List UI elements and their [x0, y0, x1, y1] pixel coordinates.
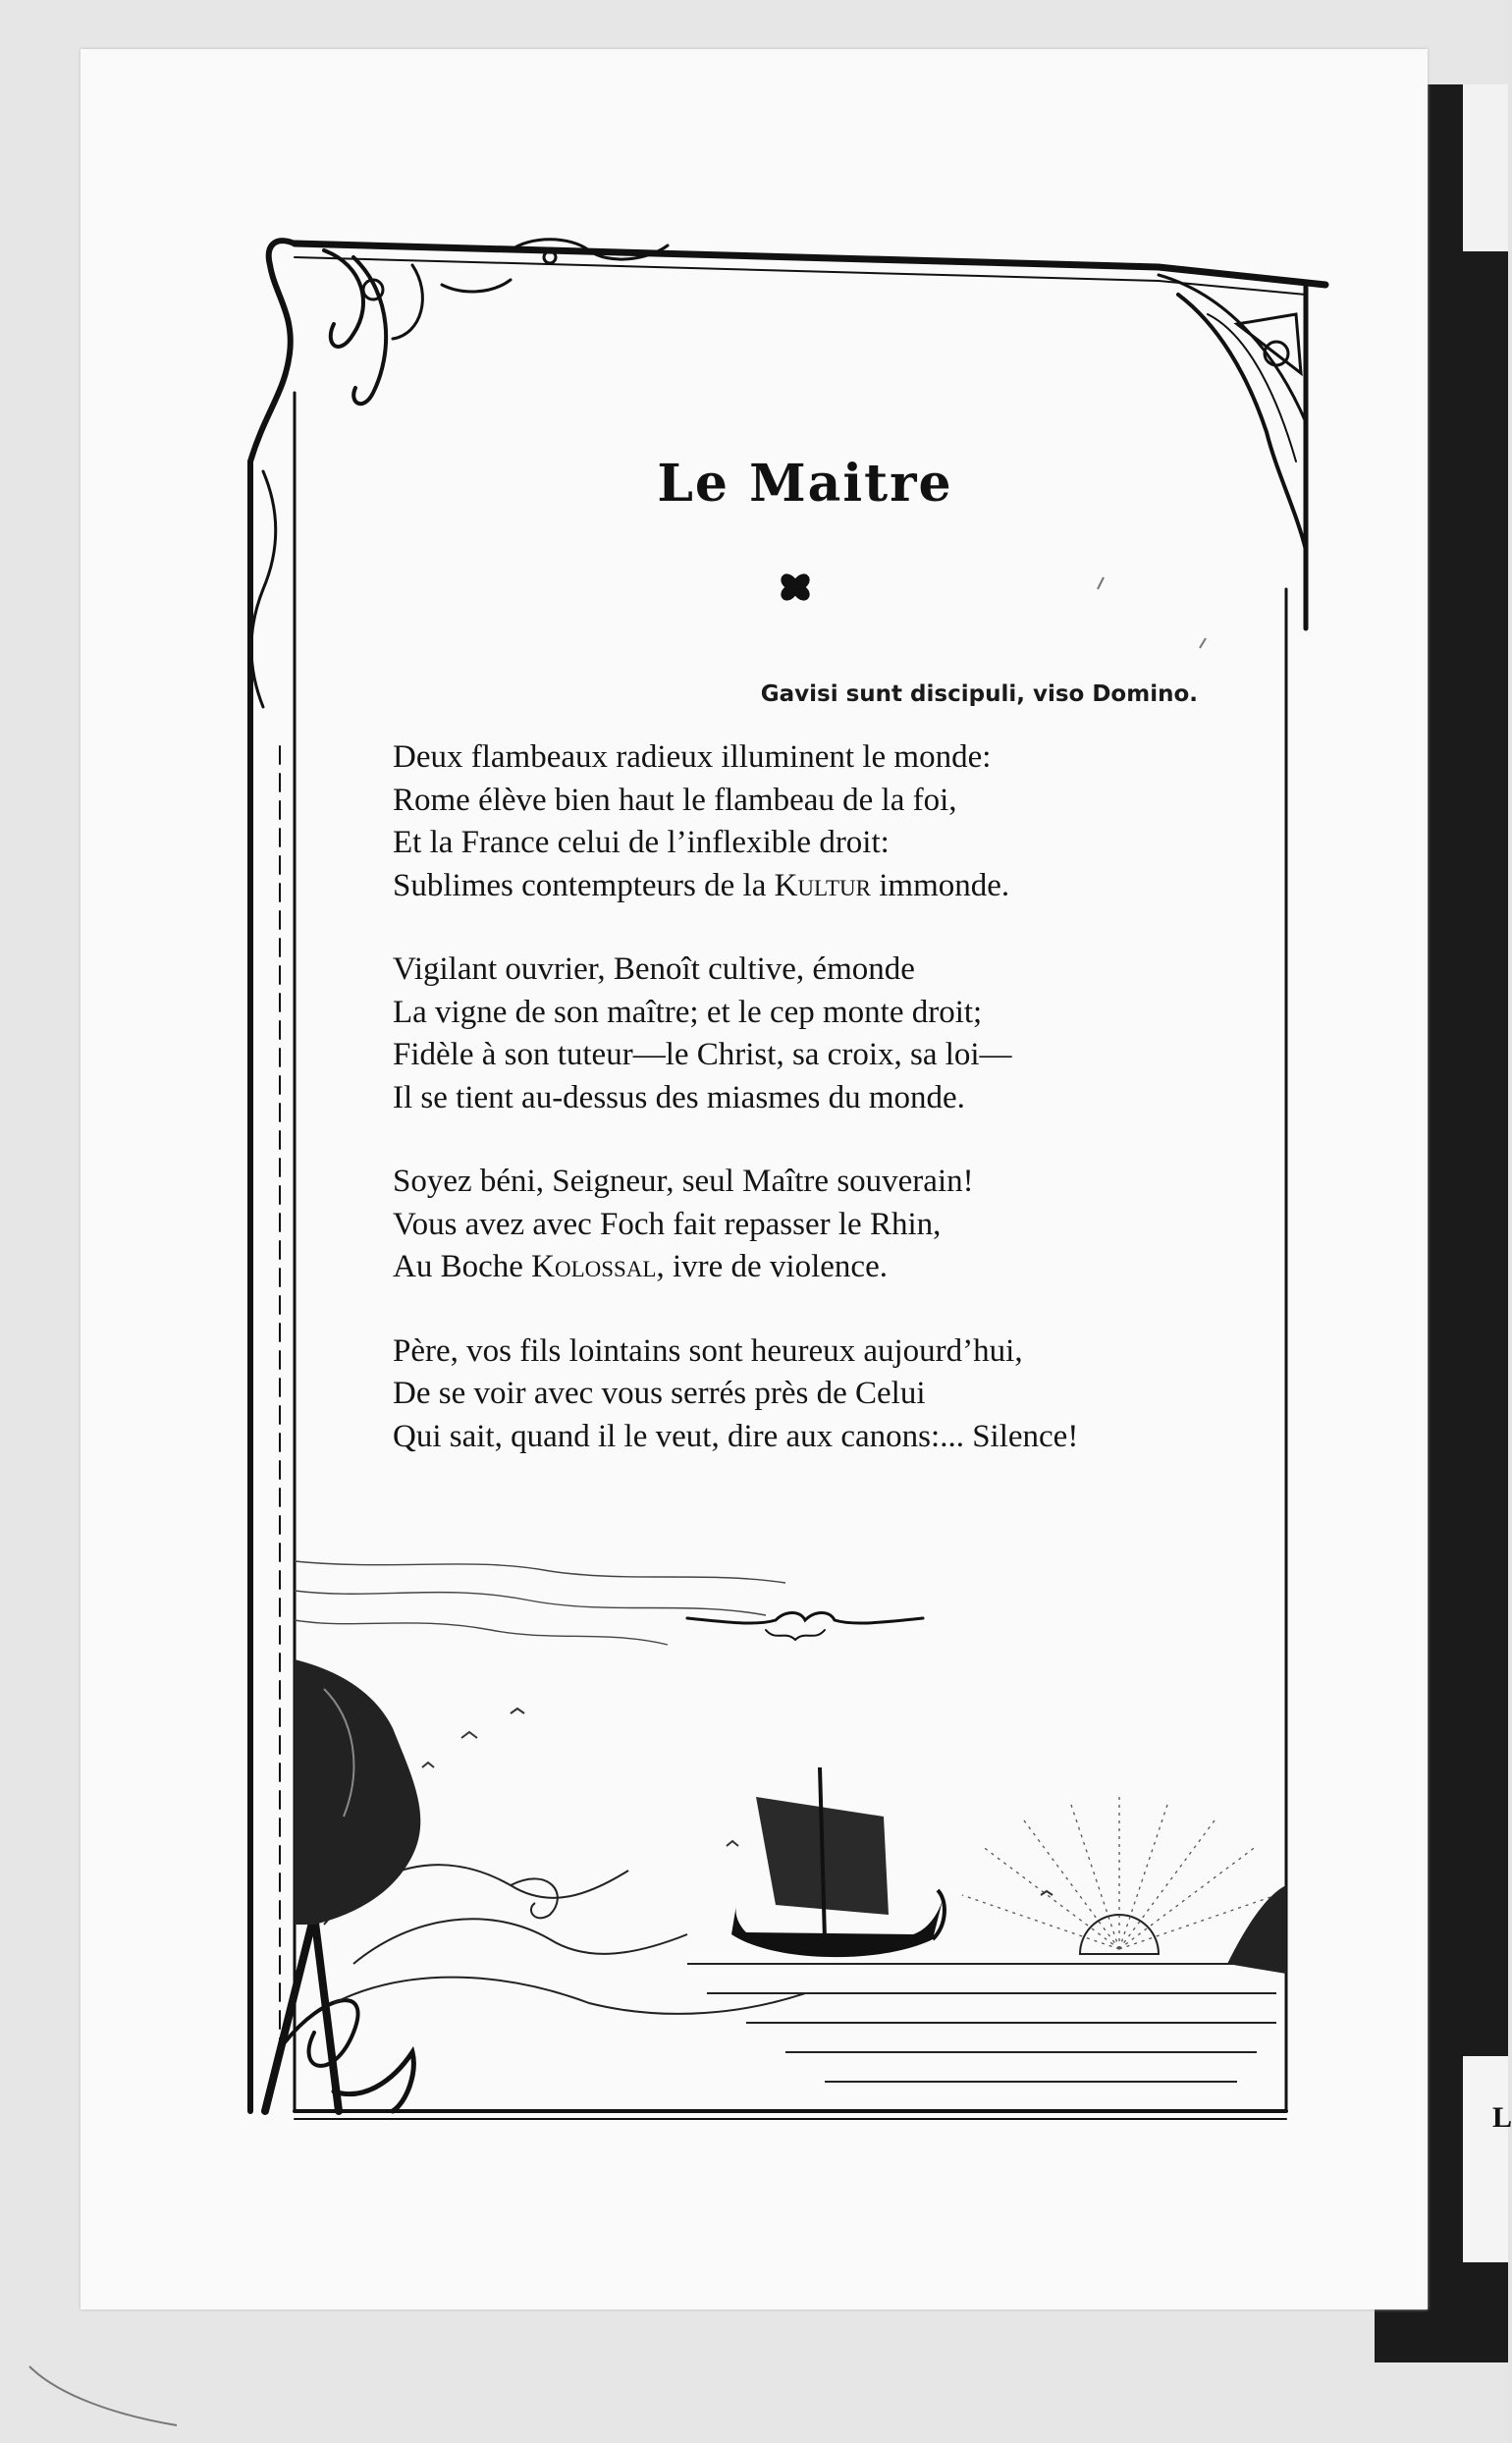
poem-line: Vigilant ouvrier, Benoît cultive, émonde	[393, 951, 915, 987]
poem-line: Fidèle à son tuteur—le Christ, sa croix, sa loi—	[393, 1037, 1012, 1072]
poem-line	[393, 1246, 1217, 1289]
adjacent-page-letter: L	[1492, 2101, 1512, 2134]
poem-body	[393, 736, 1217, 1499]
stanza	[393, 949, 1217, 1119]
stanza	[393, 1330, 1217, 1459]
poem-line: Qui sait, quand il le veut, dire aux canons:... Silence!	[393, 1418, 1079, 1454]
line-part: , ivre de violence.	[656, 1249, 888, 1284]
seascape-illustration	[295, 1561, 1286, 2082]
setting-sun-icon	[962, 1797, 1276, 1954]
top-left-scroll-ornament	[250, 241, 295, 461]
poem-line: La vigne de son maître; et le cep monte droit;	[393, 994, 983, 1030]
stanza	[393, 1161, 1217, 1289]
line-part: Au Boche	[393, 1249, 532, 1284]
poem-line: Deux flambeaux radieux illuminent le monde:	[393, 739, 992, 775]
line-part: immonde.	[870, 867, 1010, 903]
poem-line: De se voir avec vous serrés près de Celui	[393, 1376, 926, 1411]
small-caps-word: Kultur	[774, 867, 871, 903]
poem-title: Le Maitre	[657, 454, 953, 514]
poem-line: Père, vos fils lointains sont heureux aujourd’hui,	[393, 1332, 1023, 1369]
poem-line: Il se tient au-dessus des miasmes du monde.	[393, 1079, 965, 1115]
poem-line: Rome élève bien haut le flambeau de la foi,	[393, 782, 957, 818]
cliff-rock	[295, 1659, 420, 1925]
poem-line	[393, 865, 1217, 908]
small-caps-word: Kolossal	[531, 1249, 657, 1284]
birds	[422, 1709, 1053, 1895]
line-part: Sublimes contempteurs de la	[393, 867, 775, 903]
leaf-ornament-icon	[782, 574, 809, 600]
bottom-left-monogram	[265, 1915, 339, 2111]
poem-line: Vous avez avec Foch fait repasser le Rhin,	[393, 1206, 942, 1242]
poem-line: Et la France celui de l’inflexible droit:	[393, 825, 890, 860]
divider-ornament	[687, 1613, 923, 1624]
epigraph: Gavisi sunt discipuli, viso Domino.	[760, 681, 1198, 707]
poem-line: Soyez béni, Seigneur, seul Maître souverain!	[393, 1164, 974, 1199]
right-rock	[1227, 1885, 1286, 1974]
stanza	[393, 736, 1217, 907]
viking-ship-icon	[731, 1767, 945, 1957]
